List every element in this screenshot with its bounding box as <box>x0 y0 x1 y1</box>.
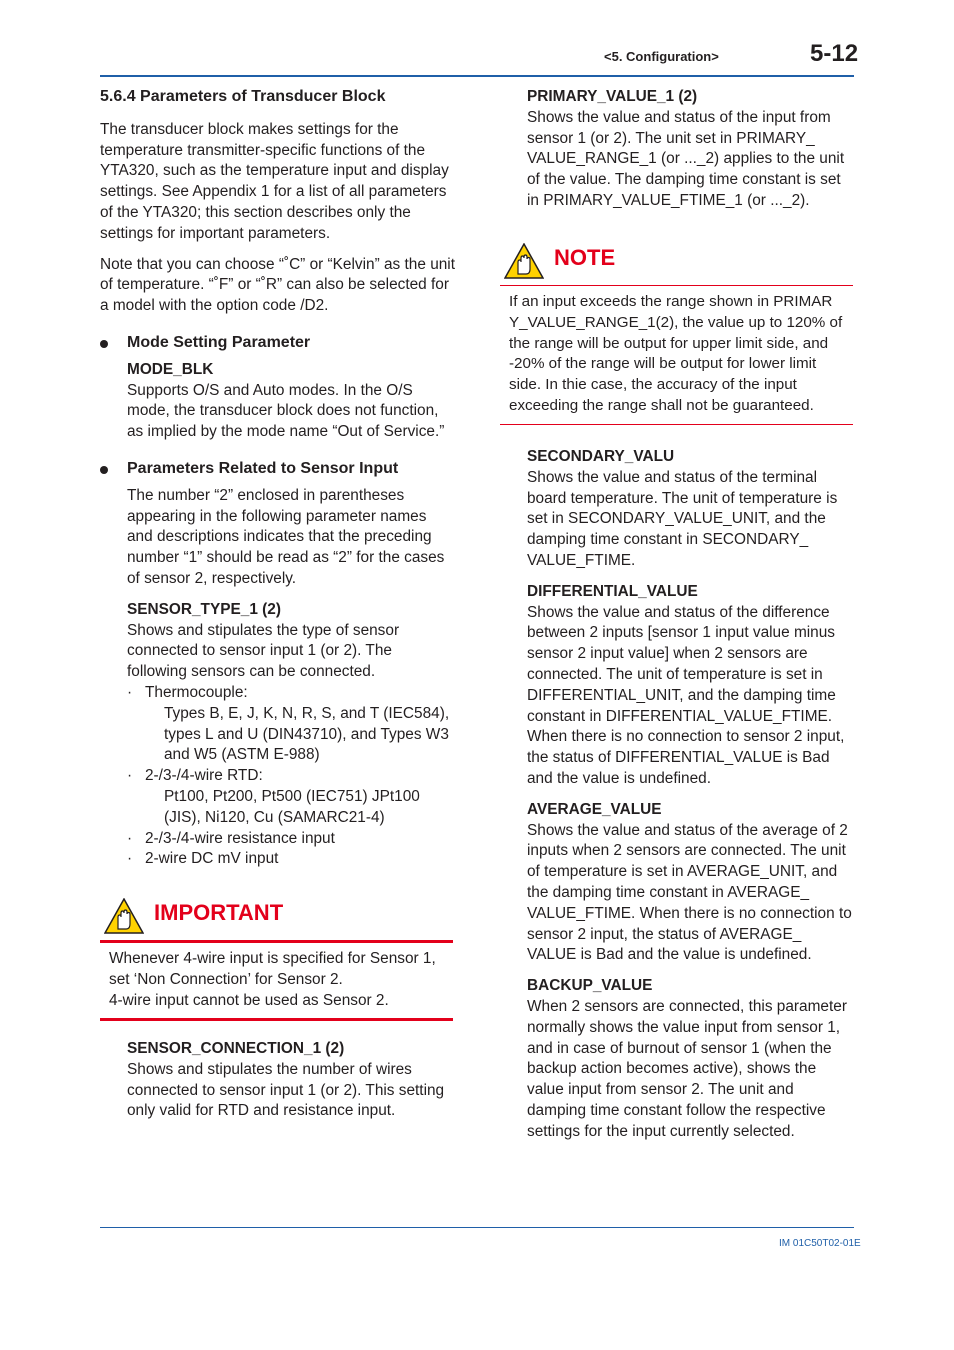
note-header <box>500 243 853 283</box>
primary-value-text: Shows the value and status of the input from sensor 1 (or 2). The unit set in PRIMARY_ VALUE_RANGE_1 (or ..._2) applies to the unit of the value. The damping time constant is set in PRIMARY_VALUE_FTIME_1 (or ..._2). <box>527 108 845 209</box>
list-dot: · <box>127 850 133 868</box>
list-item-label: 2-wire DC mV input <box>145 850 279 868</box>
mode-heading-label: Mode Setting Parameter <box>127 333 311 351</box>
section-title: 5.6.4 Parameters of Transducer Block <box>100 88 386 105</box>
sensor-connection-section <box>127 1039 457 1122</box>
param-primary-value: PRIMARY_VALUE_1 (2) <box>527 88 698 105</box>
param-backup-value: BACKUP_VALUE <box>527 977 653 995</box>
note-title: NOTE <box>554 245 616 270</box>
list-item <box>127 683 456 704</box>
important-header <box>100 898 453 938</box>
mode-text: Supports O/S and Auto modes. In the O/S mode, the transducer block does not function, as implied by the mode name “Out of Service.” <box>127 381 445 441</box>
important-title: IMPORTANT <box>154 900 284 925</box>
important-line: set ‘Non Connection’ for Sensor 2. <box>109 970 343 988</box>
right-parameters <box>527 447 853 1143</box>
list-dot: · <box>127 829 133 847</box>
document-id: IM 01C50T02-01E <box>779 1238 861 1249</box>
mode-section <box>100 360 456 443</box>
list-item-detail: Pt100, Pt200, Pt500 (IEC751) JPt100 (JIS), Ni120, Cu (SAMARC21-4) <box>164 787 420 826</box>
important-line: Whenever 4-wire input is specified for Sensor 1, <box>109 950 436 967</box>
average-value-text: Shows the value and status of the average of 2 inputs when 2 sensors are connected. The unit of temperature is set in AVERAGE_UNIT, and the damping time constant in AVERAGE_ VALUE_FTIME. When there is no connection to sensor 2 input, the status of AVERAGE_ VALUE is Bad and the value is undefined. <box>527 821 852 964</box>
sensor-connection-text: Shows and stipulates the number of wires connected to sensor input 1 (or 2). This setting only valid for RTD and resistance input. <box>127 1060 445 1120</box>
page-number: 5-12 <box>810 40 859 67</box>
mode-heading <box>100 333 456 354</box>
left-column <box>100 87 456 870</box>
list-dot: · <box>127 683 133 701</box>
bullet-icon <box>100 466 108 474</box>
important-rule-bottom <box>100 1018 453 1021</box>
warning-hand-icon <box>504 243 544 279</box>
footer-rule <box>100 1227 854 1228</box>
param-sensor-connection: SENSOR_CONNECTION_1 (2) <box>127 1040 345 1057</box>
param-average-value: AVERAGE_VALUE <box>527 800 662 818</box>
param-sensor-type: SENSOR_TYPE_1 (2) <box>127 600 281 618</box>
warning-hand-icon <box>104 898 144 934</box>
important-body <box>100 943 453 1018</box>
list-item-label: 2-/3-/4-wire resistance input <box>145 829 335 847</box>
list-dot: · <box>127 767 133 785</box>
intro-paragraph-1: The transducer block makes settings for the temperature transmitter-specific functions of the YTA320, such as the temperature input and display settings. See Appendix 1 for a list of all parameters of the YTA320; this section describes only the settings for important parameters. <box>100 120 449 242</box>
list-item-label: Thermocouple: <box>145 683 248 701</box>
primary-value-section <box>527 87 853 212</box>
note-rule-bottom <box>500 424 853 425</box>
list-item <box>127 849 456 870</box>
sensor-text: The number “2” enclosed in parentheses appearing in the following parameter names and descriptions indicates that the preceding number “1” should be read as “2” for the cases of sensor 2, respectively. <box>127 486 445 587</box>
important-callout <box>100 898 453 1021</box>
list-item-detail: Types B, E, J, K, N, R, S, and T (IEC584), types L and U (DIN43710), and Types W3 and W5 (ASTM E-988) <box>164 704 450 764</box>
backup-value-text: When 2 sensors are connected, this parameter normally shows the value input from sensor 1, and in case of burnout of sensor 1 (when the backup action becomes active), shows the value input from sensor 2. The unit and damping time constant follow the respective settings for the input currently selected. <box>527 997 847 1140</box>
important-line: 4-wire input cannot be used as Sensor 2. <box>109 991 389 1009</box>
param-secondary-value: SECONDARY_VALU <box>527 448 675 465</box>
secondary-value-text: Shows the value and status of the terminal board temperature. The unit of temperature is set in SECONDARY_VALUE_UNIT, and the damping time constant in SECONDARY_ VALUE_FTIME. <box>527 468 838 569</box>
note-callout <box>500 243 853 425</box>
bullet-icon <box>100 340 108 348</box>
list-item <box>127 766 456 787</box>
list-item-label: 2-/3-/4-wire RTD: <box>145 767 263 785</box>
param-mode-blk: MODE_BLK <box>127 360 214 378</box>
list-item <box>127 829 456 850</box>
sensor-type-text: Shows and stipulates the type of sensor connected to sensor input 1 (or 2). The following sensors can be connected. <box>127 621 400 681</box>
header-section: <5. Configuration> <box>604 49 719 64</box>
param-differential-value: DIFFERENTIAL_VALUE <box>527 582 698 600</box>
note-body: If an input exceeds the range shown in PRIMAR Y_VALUE_RANGE_1(2), the value up to 120% of the range will be output for upper limit side, and -20% of the range will be output for lower limit side. In thie case, the accuracy of the input exceeding the range shall not be guaranteed. <box>509 293 843 414</box>
header-rule <box>100 75 854 77</box>
sensor-section <box>100 486 456 870</box>
sensor-heading <box>100 459 456 480</box>
intro-paragraph-2: Note that you can choose “˚C” or “Kelvin” as the unit of temperature. “˚F” or “˚R” can also be selected for a model with the option code /D2. <box>100 255 456 315</box>
differential-value-text: Shows the value and status of the difference between 2 inputs [sensor 1 input value minus sensor 2 input value] when 2 sensors are connected. The unit of temperature is set in DIFFERENTIAL_UNIT, and the damping time constant in DIFFERENTIAL_VALUE_FTIME. When there is no connection to sensor 2 input, the status of DIFFERENTIAL_VALUE is Bad and the value is undefined. <box>527 603 845 787</box>
sensor-heading-label: Parameters Related to Sensor Input <box>127 459 399 477</box>
